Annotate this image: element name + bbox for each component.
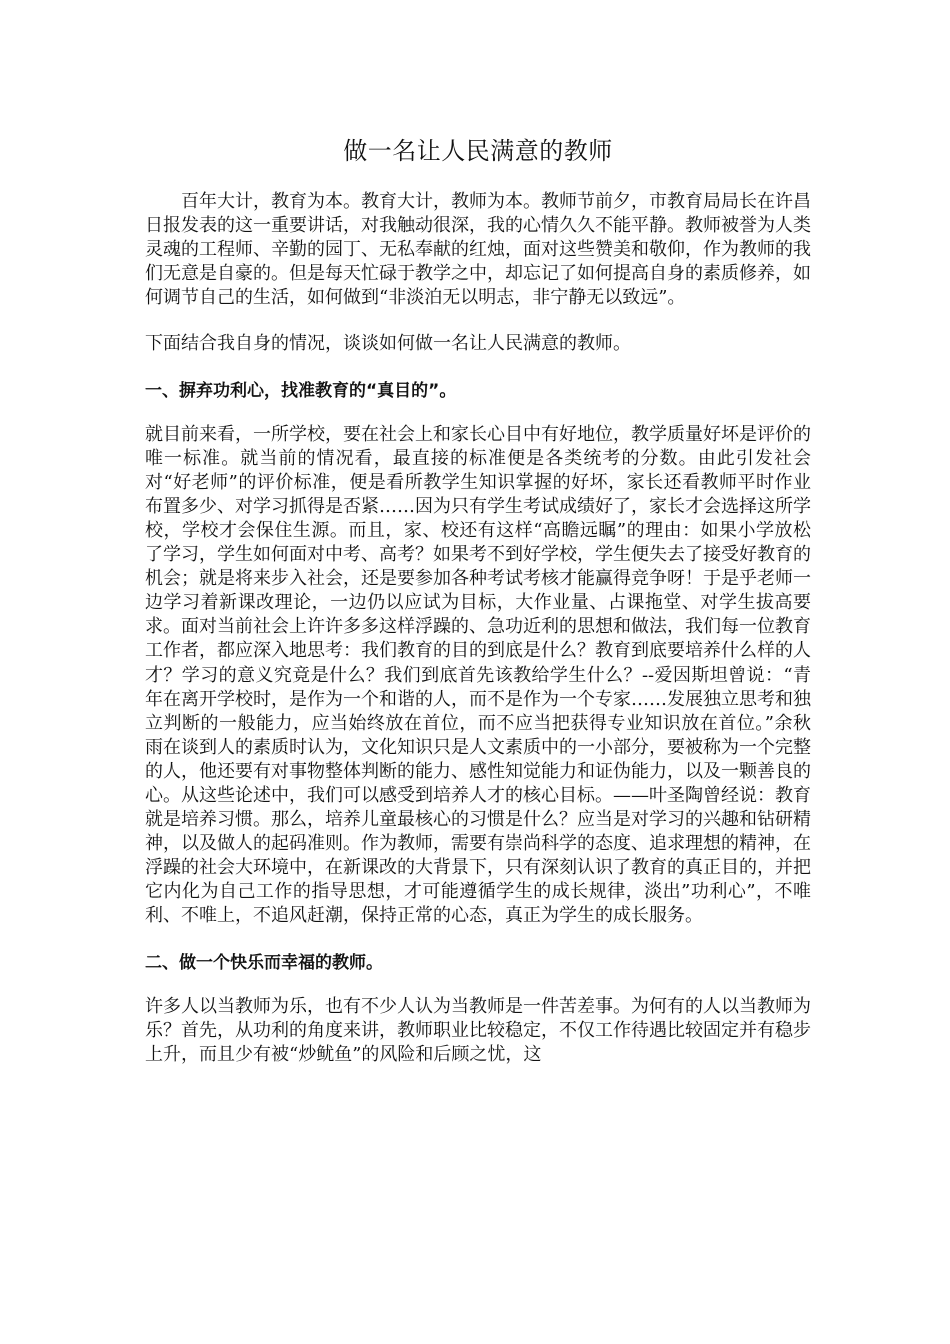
section-1-body: 就目前来看，一所学校，要在社会上和家长心目中有好地位，教学质量好坏是评价的唯一标准。就当前的情况看，最直接的标准便是各类统考的分数。由此引发社会对“好老师”的评价标准，便是看所教学生知识掌握的好坏，家长还看教师平时作业布置多少、对学习抓得是否紧……因为只有学生考试成绩好了，家长才会选择这所学校，学校才会保住生源。而且，家、校还有这样“高瞻远瞩”的理由：如果小学放松了学习，学生如何面对中考、高考？如果考不到好学校，学生便失去了接受好教育的机会；就是将来步入社会，还是要参加各种考试考核才能赢得竞争呀！于是乎老师一边学习着新课改理论，一边仍以应试为目标，大作业量、占课拖堂、对学生拔高要求。面对当前社会上许许多多这样浮躁的、急功近利的思想和做法，我们每一位教育工作者，都应深入地思考：我们教育的目的到底是什么？教育到底要培养什么样的人才？学习的意义究竟是什么？我们到底首先该教给学生什么？--爱因斯坦曾说：“青年在离开学校时，是作为一个和谐的人，而不是作为一个专家……发展独立思考和独立判断的一般能力，应当始终放在首位，而不应当把获得专业知识放在首位。”余秋雨在谈到人的素质时认为，文化知识只是人文素质中的一小部分，要被称为一个完整的人，他还要有对事物整体判断的能力、感性知觉能力和证伪能力，以及一颗善良的心。从这些论述中，我们可以感受到培养人才的核心目标。——叶圣陶曾经说：教育就是培养习惯。那么，培养儿童最核心的习惯是什么？应当是对学习的兴趣和钻研精神，以及做人的起码准则。作为教师，需要有崇尚科学的态度、追求理想的精神，在浮躁的社会大环境中，在新课改的大背景下，只有深刻认识了教育的真正目的，并把它内化为自己工作的指导思想，才可能遵循学生的成长规律，淡出”功利心”，不唯利、不唯上，不追风赶潮，保持正常的心态，真正为学生的成长服务。 bbox=[145, 423, 811, 927]
section-2-heading: 二、做一个快乐而幸福的教师。 bbox=[145, 952, 383, 973]
document-title: 做一名让人民满意的教师 bbox=[343, 137, 613, 165]
section-1-heading: 一、摒弃功利心，找准教育的“真目的”。 bbox=[145, 380, 457, 401]
lead-paragraph: 下面结合我自身的情况，谈谈如何做一名让人民满意的教师。 bbox=[145, 333, 631, 355]
document-page bbox=[145, 132, 811, 1089]
section-2-body: 许多人以当教师为乐，也有不少人认为当教师是一件苦差事。为何有的人以当教师为乐？首先，从功利的角度来讲，教师职业比较稳定，不仅工作待遇比较固定并有稳步上升，而且少有被“炒鱿鱼”的风险和后顾之忧，这 bbox=[145, 995, 811, 1065]
intro-paragraph: 百年大计，教育为本。教育大计，教师为本。教师节前夕，市教育局局长在许昌日报发表的这一重要讲话，对我触动很深，我的心情久久不能平静。教师被誉为人类灵魂的工程师、辛勤的园丁、无私奉献的红烛，面对这些赞美和敬仰，作为教师的我们无意是自豪的。但是每天忙碌于教学之中，却忘记了如何提高自身的素质修养，如何调节自己的生活，如何做到“非淡泊无以明志，非宁静无以致远”。 bbox=[145, 191, 811, 309]
